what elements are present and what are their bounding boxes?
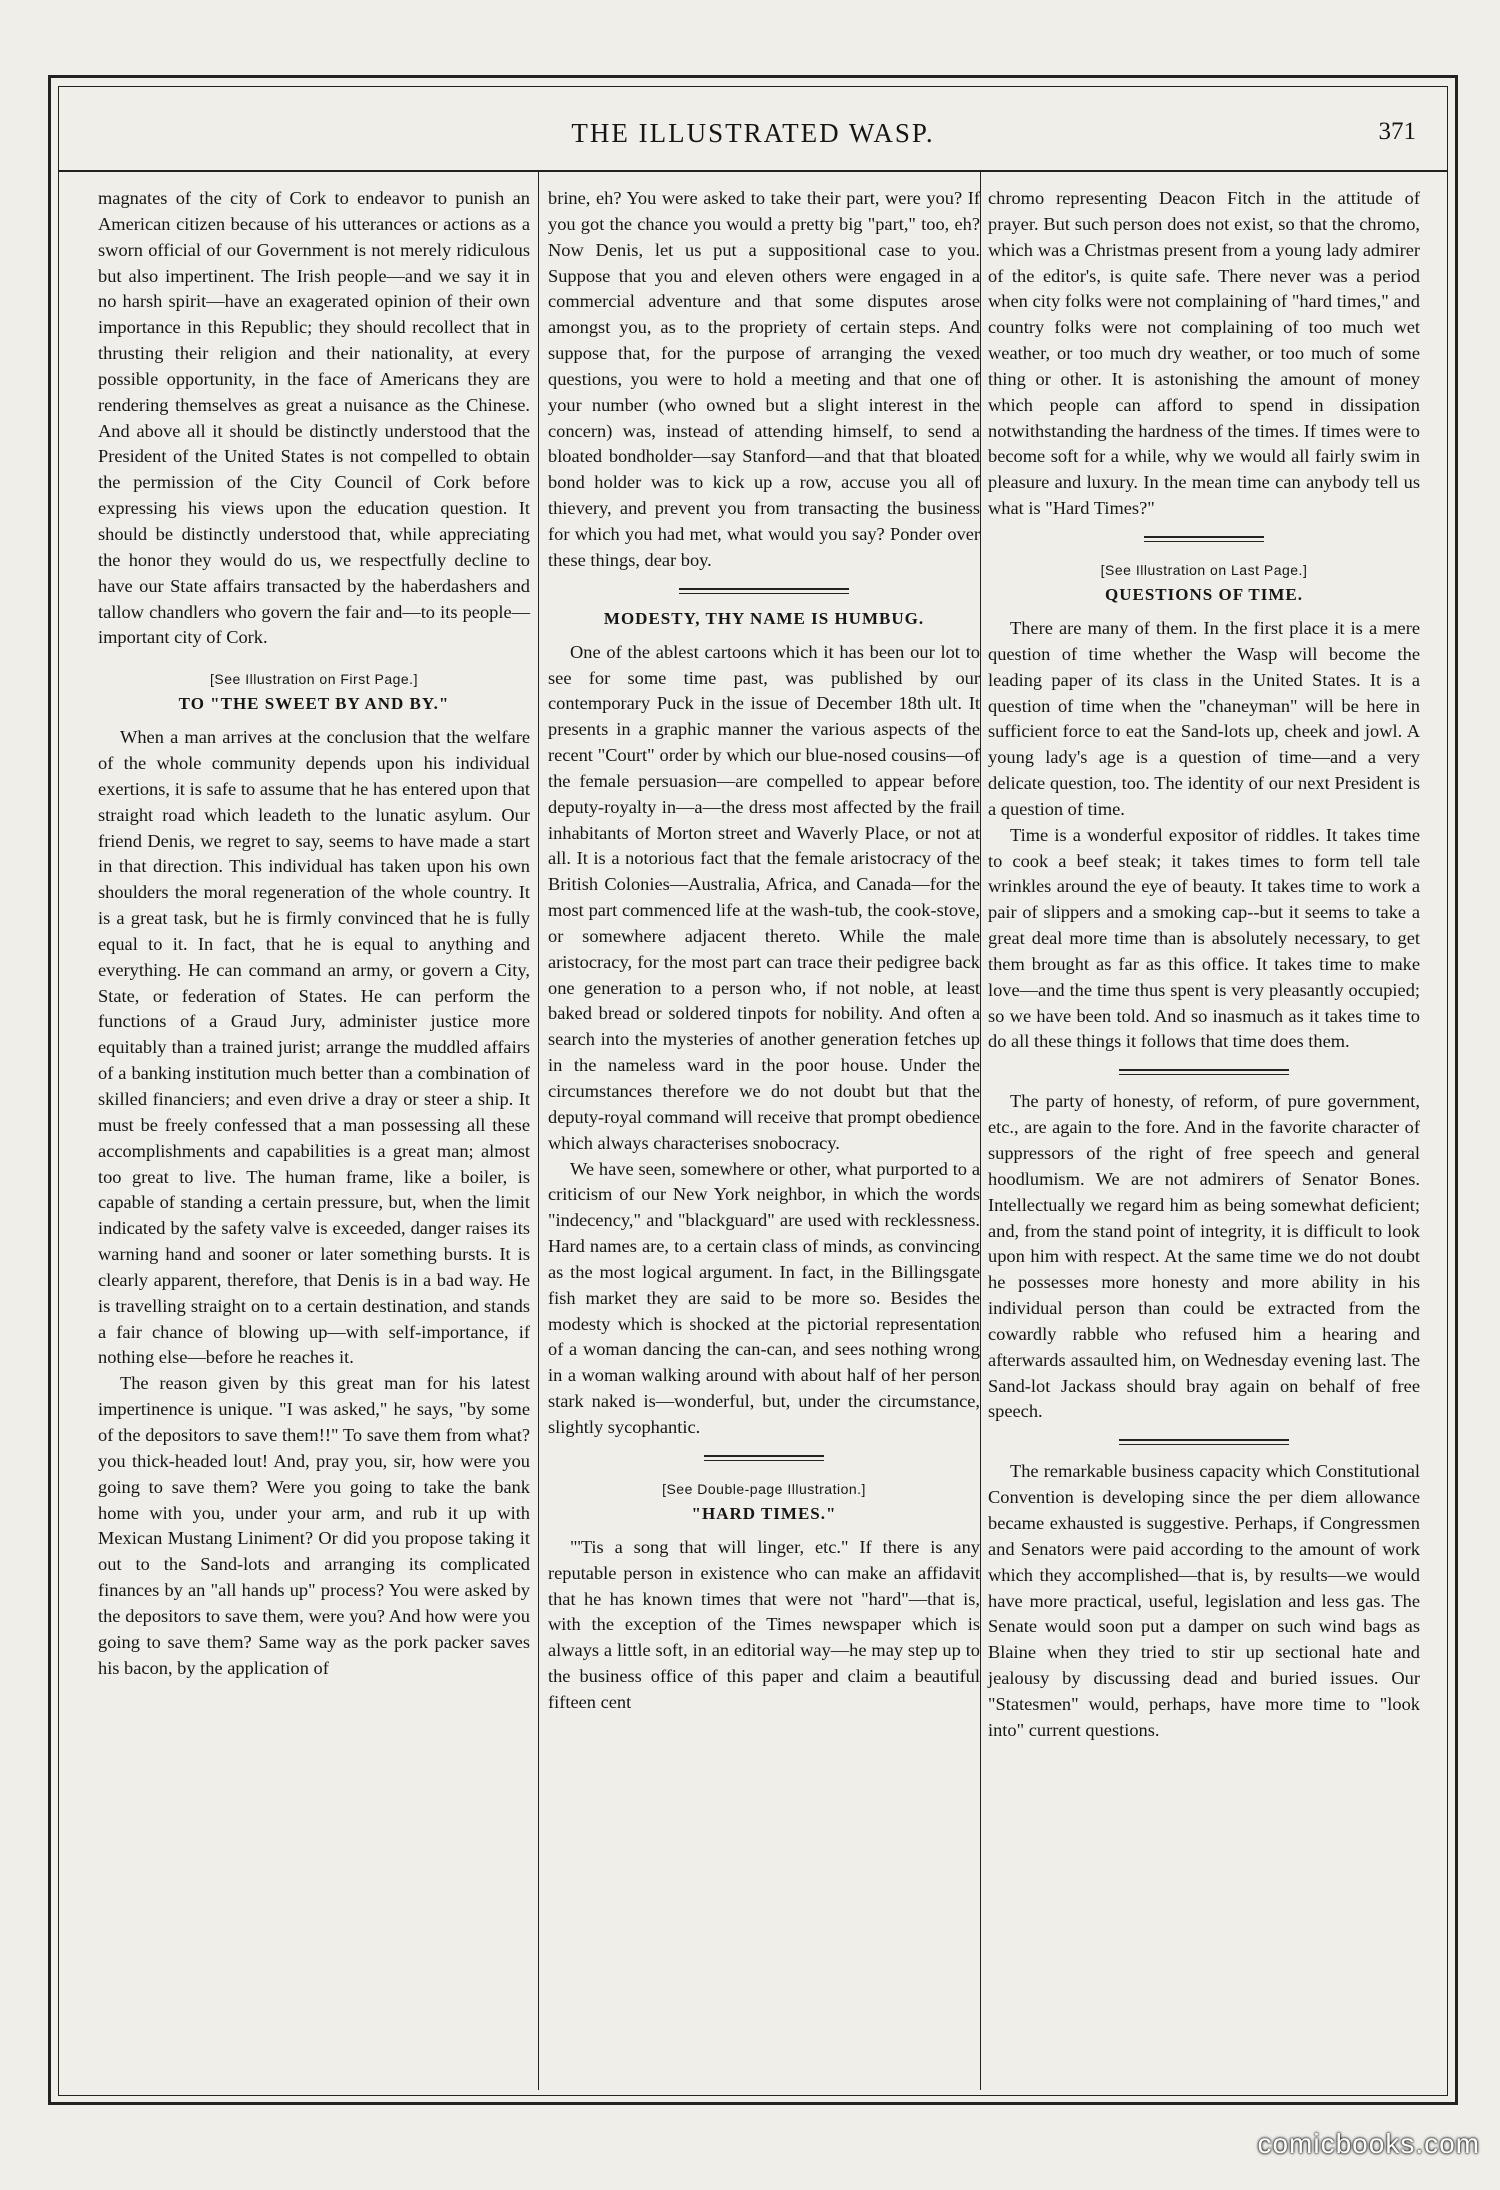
- article-paragraph: The remarkable business capacity which Constitutional Convention is developing since the per diem allowance became exhausted is suggestive. Perhaps, if Congressmen and Senators were paid according to the amount of work which they accomplished—that is, by results—we would have more practical, useful, legislation and less gas. The Senate would soon put a damper on such wind bags as Blaine when they tried to stir up sectional hate and jealousy by discussing dead and buried issues. Our "Statesmen" would, perhaps, have more time to "look into" current questions.: [988, 1461, 1420, 1740]
- masthead-title: THE ILLUSTRATED WASP.: [571, 118, 935, 148]
- article-heading: QUESTIONS OF TIME.: [1105, 584, 1303, 604]
- article-paragraph: Time is a wonderful expositor of riddles. It takes time to cook a beef steak; it takes times to form tell tale wrinkles around the eye of beauty. It takes time to work a pair of slippers and a smoking cap--but it seems to take a great deal more time than is absolutely necessary, to get them brought as far as this office. It takes time to make love—and the time thus spent is very pleasantly occupied; so we have been told. And so inasmuch as it takes time to do all these things it follows that time does them.: [988, 824, 1420, 1052]
- column-divider-1: [538, 170, 539, 2090]
- page-number: 371: [1378, 118, 1416, 145]
- article-paragraph: "'Tis a song that will linger, etc." If there is any reputable person in existence who can make an affidavit that he has known times that were not "hard"—that is, with the exception of the Times newspaper which is always a little soft, in an editorial way—he may step up to the business office of this paper and claim a beautiful fifteen cent: [548, 1536, 980, 1712]
- article-paragraph: The reason given by this great man for his latest impertinence is unique. "I was asked," he says, "by some of the depositors to save them!!" To save them from what? you thick-headed lout! And, pray you, sir, how were you going to save them? Were you going to take the bank home with you, under your arm, and rub it up with Mexican Mustang Liniment? Or did you propose taking it out to the Sand-lots and arranging its complicated finances by an "all hands up" process? You were asked by the depositors to save them, were you? And how were you going to save them? Same way as the pork packer saves his bacon, by the application of: [98, 1373, 530, 1678]
- section-divider: [704, 1455, 824, 1461]
- section-divider: [1144, 536, 1264, 542]
- column-1: [98, 186, 530, 1681]
- illustration-note: [See Double-page Illustration.]: [662, 1480, 866, 1497]
- article-heading: "HARD TIMES.": [691, 1503, 837, 1523]
- article-paragraph: brine, eh? You were asked to take their part, were you? If you got the chance you would a pretty big "part," too, eh? Now Denis, let us put a suppositional case to you. Suppose that you and eleven others were engaged in a commercial adventure and that some disputes arose amongst you, as to the propriety of certain steps. And suppose that, for the purpose of arranging the vexed questions, you were to hold a meeting and that one of your number (who owned but a slight interest in the concern) was, instead of attending himself, to send a bloated bondholder—say Stanford—and that that bloated bond holder was to kick up a row, accuse you all of thievery, and prevent you from transacting the business for which you had met, what would you say? Ponder over these things, dear boy.: [548, 188, 980, 570]
- page-header: [60, 100, 1446, 160]
- article-paragraph: chromo representing Deacon Fitch in the attitude of prayer. But such person does not exist, so that the chromo, which was a Christmas present from a young lady admirer of the editor's, is quite safe. There never was a period when city folks were not complaining of "hard times," and country folks were not complaining of too much wet weather, or too much dry weather, or too much of some thing or other. It is astonishing the amount of money which people can afford to spend in dissipation notwithstanding the hardness of the times. If times were to become soft for a while, why we would all fairly swim in pleasure and luxury. In the mean time can anybody tell us what is "Hard Times?": [988, 188, 1420, 519]
- column-2: [548, 186, 980, 1716]
- illustration-note: [See Illustration on First Page.]: [210, 671, 418, 688]
- article-paragraph: magnates of the city of Cork to endeavor to punish an American citizen because of his utterances or actions as a sworn official of our Government is not merely ridiculous but also impertinent. The Irish people—and we say it in no harsh spirit—have an exagerated opinion of their own importance in this Republic; they should recollect that in thrusting their religion and their nationality, at every possible opportunity, in the face of Americans they are rendering themselves as great a nuisance as the Chinese. And above all it should be distinctly understood that the President of the United States is not compelled to obtain the permission of the City Council of Cork before expressing his views upon the education question. It should be distinctly understood that, while appreciating the honor they would do us, we respectfully decline to have our State affairs transacted by the haberdashers and tallow chandlers who govern the fair and—to its people—important city of Cork.: [98, 188, 530, 648]
- header-rule: [58, 170, 1448, 172]
- column-divider-2: [980, 170, 981, 2090]
- article-paragraph: When a man arrives at the conclusion that the welfare of the whole community depends upon his individual exertions, it is safe to assume that he has entered upon that straight road which leadeth to the lunatic asylum. Our friend Denis, we regret to say, seems to have made a start in that direction. This individual has taken upon his own shoulders the moral regeneration of the whole country. It is a great task, but he is firmly convinced that he is fully equal to it. In fact, that he is equal to anything and everything. He can command an army, or govern a City, State, or federation of States. He can perform the functions of a Graud Jury, administer justice more equitably than a trained jurist; arrange the muddled affairs of a banking institution much better than a combination of skilled financiers; and even drive a dray or steer a ship. It must be freely confessed that a man possessing all these accomplishments and capabilities is a great man; almost too great to live. The human frame, like a boiler, is capable of standing a certain pressure, but, when the limit indicated by the safety valve is exceeded, danger raises its warning hand and sooner or later something bursts. It is clearly apparent, therefore, that Denis is in a bad way. He is travelling straight on to a certain destination, and stands a fair chance of blowing up—with self-importance, if nothing else—before he reaches it.: [98, 727, 530, 1368]
- section-divider: [1119, 1069, 1289, 1075]
- article-paragraph: The party of honesty, of reform, of pure government, etc., are again to the fore. And in the favorite character of suppressors of the right of free speech and general hoodlumism. We are not admirers of Senator Bones. Intellectually we regard him as being somewhat deficient; and, from the stand point of integrity, it is difficult to look upon him with respect. At the same time we do not doubt he possesses more honesty and more ability in his individual person than could be extracted from the cowardly rabble who refused him a hearing and afterwards assaulted him, on Wednesday evening last. The Sand-lot Jackass should bray again on behalf of free speech.: [988, 1091, 1420, 1422]
- watermark: comicbooks.com: [1257, 2128, 1480, 2159]
- section-divider: [679, 588, 849, 594]
- article-paragraph: We have seen, somewhere or other, what purported to a criticism of our New York neighbor, in which the words "indecency," and "blackguard" are used with recklessness. Hard names are, to a certain class of minds, as convincing as the most logical argument. In fact, in the Billingsgate fish market they are said to be more so. Besides the modesty which is shocked at the pictorial representation of a woman dancing the can-can, and sees nothing wrong in a woman walking around with about half of her person stark naked is—wonderful, but, under the circumstance, slightly sycophantic.: [548, 1158, 980, 1437]
- article-heading: TO "THE SWEET BY AND BY.": [178, 694, 450, 714]
- column-3: [988, 186, 1420, 1744]
- section-divider: [1119, 1439, 1289, 1445]
- illustration-note: [See Illustration on Last Page.]: [1100, 561, 1308, 578]
- article-paragraph: There are many of them. In the first place it is a mere question of time whether the Wasp will become the leading paper of its class in the United States. It is a question of time when the "chaneyman" will be here in sufficient force to eat the Sand-lots up, cheek and jowl. A young lady's age is a question of time—and a very delicate question, too. The identity of our next President is a question of time.: [988, 617, 1420, 819]
- article-paragraph: One of the ablest cartoons which it has been our lot to see for some time past, was published by our contemporary Puck in the issue of December 18th ult. It presents in a graphic manner the various aspects of the recent "Court" order by which our blue-nosed cousins—of the female persuasion—are compelled to appear before deputy-royalty in—a—the dress most affected by the frail inhabitants of Morton street and Waverly Place, or not at all. It is a notorious fact that the female aristocracy of the British Colonies—Australia, Africa, and Canada—for the most part commenced life at the wash-tub, the cook-stove, or somewhere adjacent thereto. While the male aristocracy, for the most part can trace their pedigree back one generation to a person who, if not noble, at least baked bread or soldered tinpots for nobility. And often a search into the mysteries of another generation fetches up in the nameless ward in the poor house. Under the circumstances therefore we do not doubt but that the deputy-royal command will receive that prompt obedience which always characterises snobocracy.: [548, 641, 980, 1153]
- article-heading: MODESTY, THY NAME IS HUMBUG.: [603, 608, 925, 628]
